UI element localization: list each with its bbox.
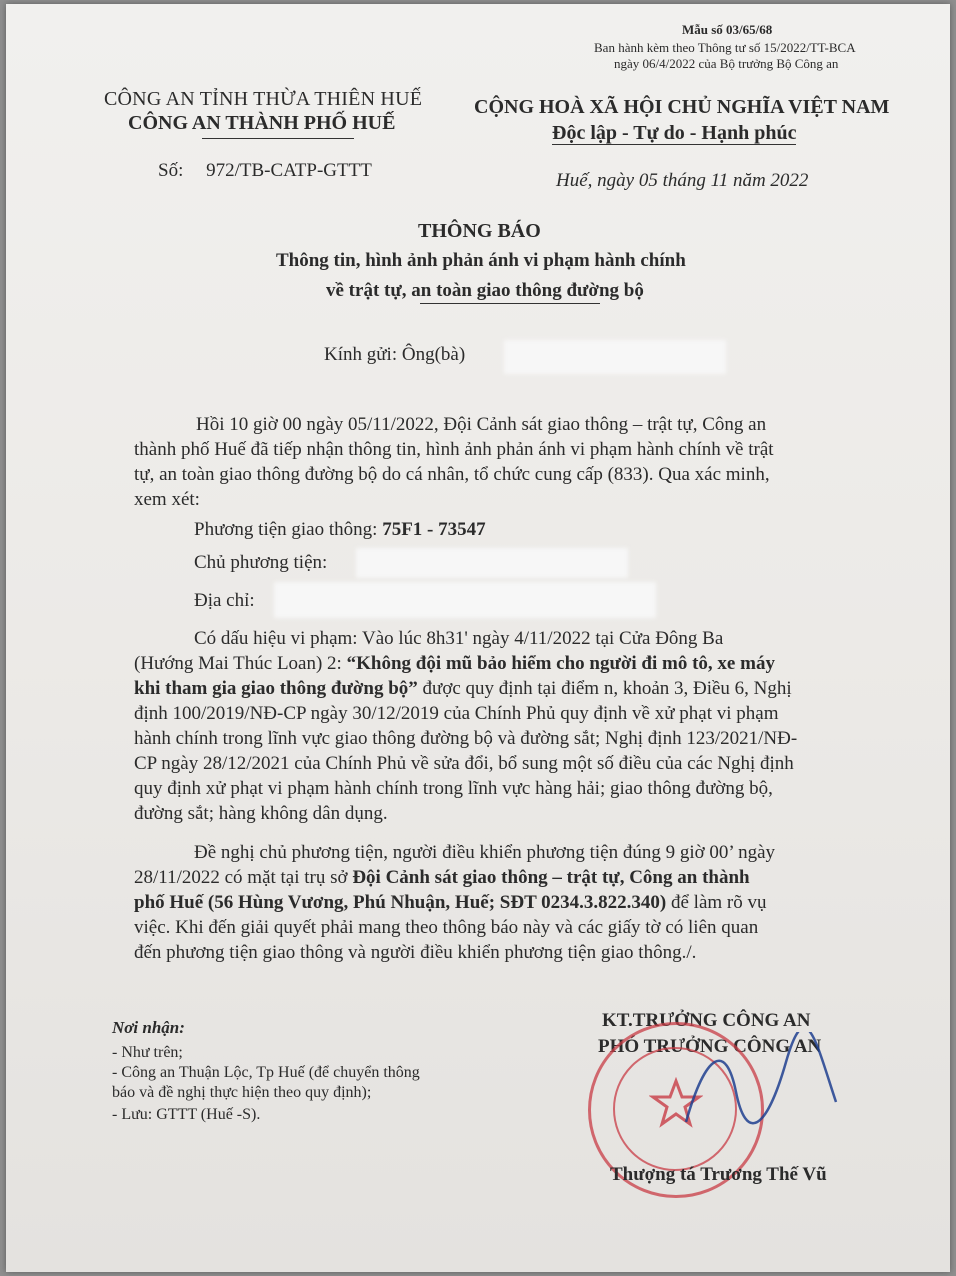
request-office: Đội Cảnh sát giao thông – trật tự, Công an thành xyxy=(352,867,750,888)
recipient-1: - Như trên; xyxy=(112,1044,183,1061)
violation-description-2: khi tham gia giao thông đường bộ” xyxy=(134,678,418,699)
request-purpose: để làm rõ vụ xyxy=(666,892,767,913)
request-line-3 xyxy=(134,890,767,915)
violation-line-5: hành chính trong lĩnh vực giao thông đường bộ và đường sắt; Nghị định 123/2021/NĐ- xyxy=(134,728,798,749)
vehicle-label: Phương tiện giao thông: xyxy=(194,519,383,540)
owner-label: Chủ phương tiện: xyxy=(194,552,328,573)
notice-subtitle-2 xyxy=(326,280,644,302)
violation-location: (Hướng Mai Thúc Loan) 2: xyxy=(134,653,347,674)
subtitle-underline xyxy=(420,303,600,304)
violation-line-2 xyxy=(134,651,775,676)
notice-subtitle-1: Thông tin, hình ảnh phản ánh vi phạm hành chính xyxy=(276,250,686,271)
vehicle-line xyxy=(194,517,486,542)
agency-parent: CÔNG AN TỈNH THỪA THIÊN HUẾ xyxy=(104,88,423,110)
redacted-address xyxy=(274,582,656,618)
national-motto-text: Độc lập - Tự do - Hạnh phúc xyxy=(552,122,797,144)
agency-name: CÔNG AN THÀNH PHỐ HUẾ xyxy=(128,112,396,134)
redacted-addressee xyxy=(504,340,726,374)
violation-line-4: định 100/2019/NĐ-CP ngày 30/12/2019 của Chính Phủ quy định về xử phạt vi phạm xyxy=(134,703,779,724)
violation-legal-basis: được quy định tại điểm n, khoản 3, Điều 6, Nghị xyxy=(417,678,792,699)
recipient-2b: báo và đề nghị thực hiện theo quy định); xyxy=(112,1084,372,1101)
request-line-1: Đề nghị chủ phương tiện, người điều khiển phương tiện đúng 9 giờ 00’ ngày xyxy=(194,842,776,863)
national-title: CỘNG HOÀ XÃ HỘI CHỦ NGHĨA VIỆT NAM xyxy=(474,96,890,118)
intro-line-2: thành phố Huế đã tiếp nhận thông tin, hình ảnh phản ánh vi phạm hành chính về trật xyxy=(134,439,774,460)
doc-number-value: 972/TB-CATP-GTTT xyxy=(206,160,372,181)
request-office-address: phố Huế (56 Hùng Vương, Phú Nhuận, Huế; SĐT 0234.3.822.340) xyxy=(134,892,667,913)
violation-line-1: Có dấu hiệu vi phạm: Vào lúc 8h31' ngày 4/11/2022 tại Cửa Đông Ba xyxy=(194,628,724,649)
intro-line-1: Hồi 10 giờ 00 ngày 05/11/2022, Đội Cảnh sát giao thông – trật tự, Công an xyxy=(196,414,767,435)
address-label: Địa chỉ: xyxy=(194,590,255,611)
intro-line-3: tự, an toàn giao thông đường bộ do cá nhân, tổ chức cung cấp (833). Qua xác minh, xyxy=(134,464,770,485)
request-line-5: đến phương tiện giao thông và người điều khiển phương tiện giao thông./. xyxy=(134,942,697,963)
addressee-label: Kính gửi: Ông(bà) xyxy=(324,344,466,365)
recipient-2a: - Công an Thuận Lộc, Tp Huế (để chuyển thông xyxy=(112,1064,420,1081)
request-line-4: việc. Khi đến giải quyết phải mang theo thông báo này và các giấy tờ có liên quan xyxy=(134,917,759,938)
signature-scribble xyxy=(666,1032,866,1152)
intro-line-4: xem xét: xyxy=(134,489,200,510)
agency-underline xyxy=(202,138,354,139)
notice-subtitle-2-text: về trật tự, an toàn giao thông đường bộ xyxy=(326,280,644,301)
form-issued-line2: ngày 06/4/2022 của Bộ trưởng Bộ Công an xyxy=(614,56,839,71)
violation-line-7: quy định xử phạt vi phạm hành chính trong lĩnh vực hàng hải; giao thông đường bộ, xyxy=(134,778,773,799)
notice-title: THÔNG BÁO xyxy=(418,220,541,242)
signature-title-1: KT.TRƯỞNG CÔNG AN xyxy=(602,1010,811,1031)
violation-line-3 xyxy=(134,676,792,701)
recipients-title: Nơi nhận: xyxy=(112,1018,185,1037)
recipient-3: - Lưu: GTTT (Huế -S). xyxy=(112,1106,261,1123)
request-date: 28/11/2022 có mặt tại trụ sở xyxy=(134,867,353,888)
doc-number-label: Số: xyxy=(158,160,184,181)
violation-line-8: đường sắt; hàng không dân dụng. xyxy=(134,803,388,824)
form-code: Mẫu số 03/65/68 xyxy=(682,22,773,37)
redacted-owner xyxy=(356,548,628,578)
doc-number xyxy=(158,160,372,182)
request-line-2 xyxy=(134,865,750,890)
vehicle-plate: 75F1 - 73547 xyxy=(382,519,486,540)
violation-line-6: CP ngày 28/12/2021 của Chính Phủ về sửa đổi, bổ sung một số điều của các Nghị định xyxy=(134,753,794,774)
form-issued-line1: Ban hành kèm theo Thông tư số 15/2022/TT-BCA xyxy=(594,40,856,55)
signature-title-2: PHÓ TRƯỞNG CÔNG AN xyxy=(598,1036,822,1057)
violation-description-1: “Không đội mũ bảo hiểm cho người đi mô tô, xe máy xyxy=(346,653,775,674)
signatory-name: Thượng tá Trương Thế Vũ xyxy=(610,1164,827,1185)
document-page xyxy=(6,4,950,1272)
national-motto xyxy=(552,122,796,145)
dateline: Huế, ngày 05 tháng 11 năm 2022 xyxy=(556,170,809,191)
